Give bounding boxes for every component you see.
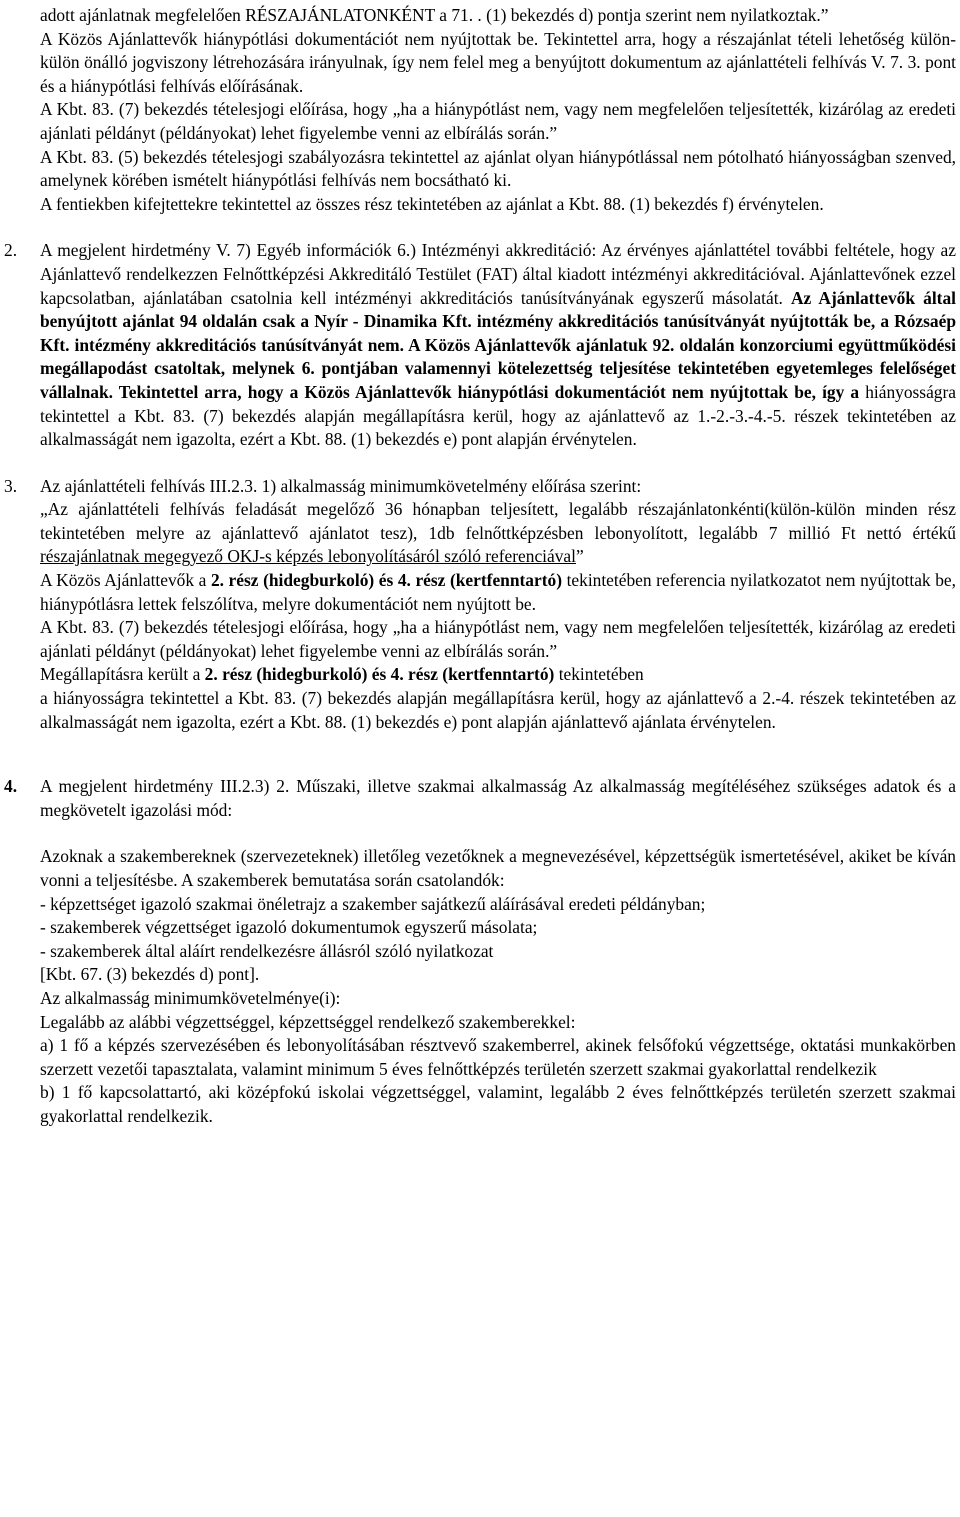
section-number: 3. <box>4 475 18 496</box>
spacer <box>40 216 956 239</box>
section-2-text <box>40 239 956 451</box>
intro-paragraph-4: A Kbt. 83. (5) bekezdés tételesjogi szabályozásra tekintettel az ajánlat olyan hiánypótlással nem pótolható hiányosságban szenved, amelynek körében ismételt hiánypótlási felhívás nem bocsátható ki. <box>40 146 956 191</box>
section-4-paragraph: Azoknak a szakembereknek (szervezeteknek) illetőleg vezetőknek a megnevezésével, képzettségük ismertetésével, akiket be kíván vonni a teljesítésbe. A szakemberek bemutatása során csatolandók: <box>40 846 956 890</box>
requirement-a: a) 1 fő a képzés szervezésében és lebonyolításában résztvevő szakemberrel, akinek felsőfokú végzettsége, oktatási munkakörben szerzett vezetői tapasztalata, valamint minimum 5 éves felnőttképzés területén szerzett szakmai gyakorlattal rendelkezik <box>40 1035 956 1079</box>
section-3 <box>4 475 956 735</box>
section-4 <box>4 775 956 1128</box>
spacer <box>40 822 956 845</box>
requirements-intro: Legalább az alábbi végzettséggel, képzettséggel rendelkező szakemberekkel: <box>40 1011 576 1032</box>
section-2-bold: Az Ajánlattevők által benyújtott ajánlat 94 oldalán csak a Nyír - Dinamika Kft. intézmény akkreditációs tanúsítványát nyújtották be, a Rózsaép Kft. intézmény akkreditációs tanúsítványát nem. A Közös Ajánlattevők ajánlatuk 92. oldalán konzorciumi együttműködési megállapodást csatoltak, melynek 6. pontjában valamennyi kötelezettség teljesítése tekintetében egyetemleges felelőséget vállalnak. Tekintettel arra, hogy a Közös Ajánlattevők hiánypótlási dokumentációt nem nyújtottak be, így a <box>40 287 957 402</box>
section-4-heading: A megjelent hirdetmény III.2.3) 2. Műszaki, illetve szakmai alkalmasság Az alkalmasság megítéléséhez szükséges adatok és a megkövetelt igazolási mód: <box>40 776 956 820</box>
section-number: 2. <box>4 240 18 261</box>
finding-text-2: tekintetében referencia nyilatkozatot nem nyújtottak be, hiánypótlásra lettek felszólítva, melyre dokumentációt nem nyújtott be. <box>40 570 956 614</box>
requirement-b: b) 1 fő kapcsolattartó, aki középfokú iskolai végzettséggel, valamint, legalább 2 éves felnőttképzés területén szerzett szakmai gyakorlattal rendelkezik. <box>40 1082 956 1126</box>
intro-paragraph-3: A Kbt. 83. (7) bekezdés tételesjogi előírása, hogy „ha a hiánypótlást nem, vagy nem megfelelően teljesítették, kizárólag az eredeti ajánlati példányt (példányokat) lehet figyelembe venni az elbírálás során.” <box>40 99 956 143</box>
section-2-conclusion: hiányosságra tekintettel a Kbt. 83. (7) bekezdés alapján megállapításra kerül, hogy az ajánlattevő az 1.-2.-3.-4.-5. részek tekintetében az alkalmasságát nem igazolta, ezért a Kbt. 88. (1) bekezdés e) pont alapján érvénytelen. <box>40 381 956 450</box>
conclusion-text-2: tekintetében <box>554 664 644 685</box>
section-3-kbt: A Kbt. 83. (7) bekezdés tételesjogi előírása, hogy „ha a hiánypótlást nem, vagy nem megfelelően teljesítették, kizárólag az eredeti ajánlati példányt (példányokat) lehet figyelembe venni az elbírálás során.” <box>40 617 956 661</box>
finding-bold: 2. rész (hidegburkoló) és 4. rész (kertfenntartó) <box>210 570 562 591</box>
section-3-finding <box>40 569 956 616</box>
spacer <box>40 452 956 475</box>
intro-paragraph-5: A fentiekben kifejtettekre tekintettel az összes rész tekintetében az ajánlat a Kbt. 88. (1) bekezdés f) érvénytelen. <box>40 193 824 214</box>
list-item: - szakemberek által aláírt rendelkezésre állásról szóló nyilatkozat <box>40 940 494 961</box>
intro-paragraph-2: A Közös Ajánlattevők hiánypótlási dokumentációt nem nyújtottak be. Tekintettel arra, hogy a részajánlat tételi lehetőség külön-külön önálló jogviszony létrehozására irányulnak, így nem felel meg a benyújtott dokumentum az ajánlattételi felhívás V. 7. 3. pont és a hiánypótlási felhívás előírásának. <box>40 28 956 96</box>
list-item: - képzettséget igazoló szakmai önéletrajz a szakember sajátkezű aláírásával eredeti példányban; <box>40 893 706 914</box>
minimum-requirements-heading: Az alkalmasság minimumkövetelménye(i): <box>40 987 341 1008</box>
section-3-conclusion: a hiányosságra tekintettel a Kbt. 83. (7) bekezdés alapján megállapításra kerül, hogy az ajánlattevő a 2.-4. részek tekintetében az alkalmasságát nem igazolta, ezért a Kbt. 88. (1) bekezdés e) pont alapján ajánlattevő ajánlata érvénytelen. <box>40 688 956 732</box>
quote-underlined: részajánlatnak megegyező OKJ-s képzés lebonyolításáról szóló referenciával <box>40 546 576 567</box>
section-number: 4. <box>4 776 18 797</box>
intro-paragraph-1: adott ajánlatnak megfelelően RÉSZAJÁNLATONKÉNT a 71. . (1) bekezdés d) pontja szerint nem nyilatkoztak.” <box>40 5 829 25</box>
section-2-intro: A megjelent hirdetmény V. 7) Egyéb információk 6.) Intézményi akkreditáció: Az érvényes ajánlattétel további feltétele, hogy az Ajánlattevő rendelkezzen Felnőttképzési Akkreditáló Testület (FAT) által kiadott intézményi akkreditációval. Ajánlattevőnek ezzel kapcsolatban, ajánlatában csatolnia kell intézményi akkreditációs tanúsítványának egyszerű másolatát. <box>40 240 956 308</box>
spacer <box>40 734 956 775</box>
section-3-quote <box>40 498 956 569</box>
quote-close: ” <box>575 546 584 567</box>
section-2 <box>4 239 957 451</box>
finding-text: A Közös Ajánlattevők a <box>40 570 211 591</box>
section-3-heading: Az ajánlattételi felhívás III.2.3. 1) alkalmasság minimumkövetelmény előírása szerint: <box>40 475 642 496</box>
section-3-conclusion-head <box>40 663 956 687</box>
conclusion-bold: 2. rész (hidegburkoló) és 4. rész (kertfenntartó) <box>204 664 555 685</box>
list-item: - szakemberek végzettséget igazoló dokumentumok egyszerű másolata; <box>40 917 538 938</box>
conclusion-text: Megállapításra került a <box>40 664 205 685</box>
list-item: [Kbt. 67. (3) bekezdés d) pont]. <box>40 964 260 985</box>
quote-text: „Az ajánlattételi felhívás feladását megelőző 36 hónapban teljesített, legalább részajánlatonkénti(külön-külön minden rész tekintetében melyre az ajánlattevő ajánlatot tesz), 1db felnőttképzésben lebonyolított, legalább 7 millió Ft nettó értékű <box>40 499 956 543</box>
